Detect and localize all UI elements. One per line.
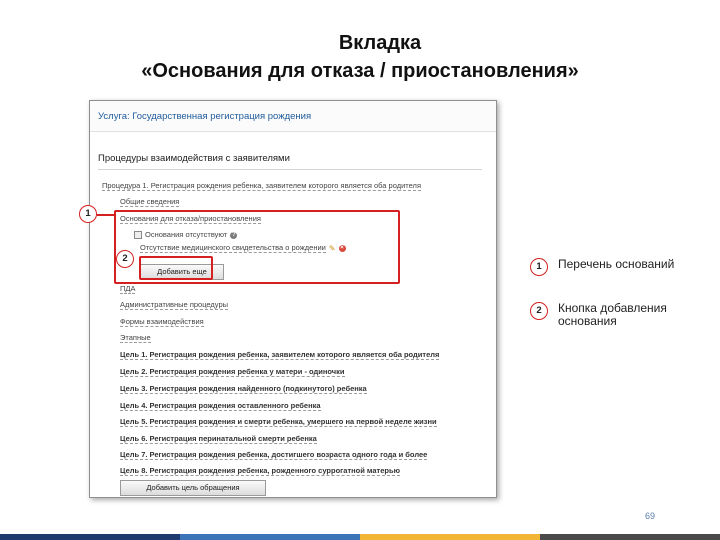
general-info-link[interactable]: Общие сведения [120,197,180,206]
goal-link[interactable]: Цель 2. Регистрация рождения ребенка у матери - одиночки [120,367,345,376]
goal-link[interactable]: Цель 8. Регистрация рождения ребенка, рожденного суррогатной матерью [120,466,400,475]
nav-link-admin-procedures[interactable]: Административные процедуры [120,300,229,309]
grounds-section-link[interactable]: Основания для отказа/приостановления [120,214,261,223]
footer-stripe [180,534,360,540]
add-button-highlight [139,256,213,280]
help-icon[interactable]: ? [231,231,236,238]
callout-badge-2: 2 [116,250,134,268]
add-ground-button[interactable]: Добавить еще [140,264,224,280]
procedures-title: Процедуры взаимодействия с заявителями [98,153,290,164]
goal-link[interactable]: Цель 1. Регистрация рождения ребенка, заявителем которого является оба родителя [120,350,440,359]
goal-link[interactable]: Цель 4. Регистрация рождения оставленного ребенка [120,401,321,410]
footer-stripe [540,534,720,540]
ground-absent-label: Основания отсутствуют [145,230,228,239]
legend-text-1: Перечень оснований [558,257,675,271]
service-title: Услуга: Государственная регистрация рождения [98,111,312,122]
app-screenshot [89,100,497,498]
callout-connector [97,214,115,216]
goal-link[interactable]: Цель 3. Регистрация рождения найденного (подкинутого) ребенка [120,384,367,393]
legend-badge-1: 1 [530,258,548,276]
legend-badge-2: 2 [530,302,548,320]
ground-item-label: Отсутствие медицинского свидетельства о рождении [140,243,326,252]
legend-text-2: Кнопка добавления основания [558,301,667,328]
goal-link[interactable]: Цель 7. Регистрация рождения ребенка, достигшего возраста одного года и более [120,450,428,459]
nav-link-stages[interactable]: Этапные [120,333,151,342]
slide-title-line1: Вкладка [338,32,422,54]
slide-title-line2: «Основания для отказа / приостановления» [141,60,579,82]
delete-icon[interactable]: × [340,244,344,251]
nav-link-interaction-forms[interactable]: Формы взаимодействия [120,317,204,326]
page-number: 69 [645,511,656,521]
callout-badge-1: 1 [79,205,97,223]
divider [98,169,482,170]
add-goal-button[interactable]: Добавить цель обращения [120,480,266,496]
nav-link-pda[interactable]: ПДА [120,284,136,293]
goal-link[interactable]: Цель 5. Регистрация рождения и смерти ребенка, умершего на первой неделе жизни [120,417,437,426]
procedure-link[interactable]: Процедура 1. Регистрация рождения ребенка, заявителем которого является оба родителя [102,181,421,190]
goal-link[interactable]: Цель 6. Регистрация перинатальной смерти ребенка [120,434,317,443]
footer-stripe [0,534,180,540]
edit-icon[interactable]: ✎ [328,243,336,253]
footer-stripe [360,534,540,540]
